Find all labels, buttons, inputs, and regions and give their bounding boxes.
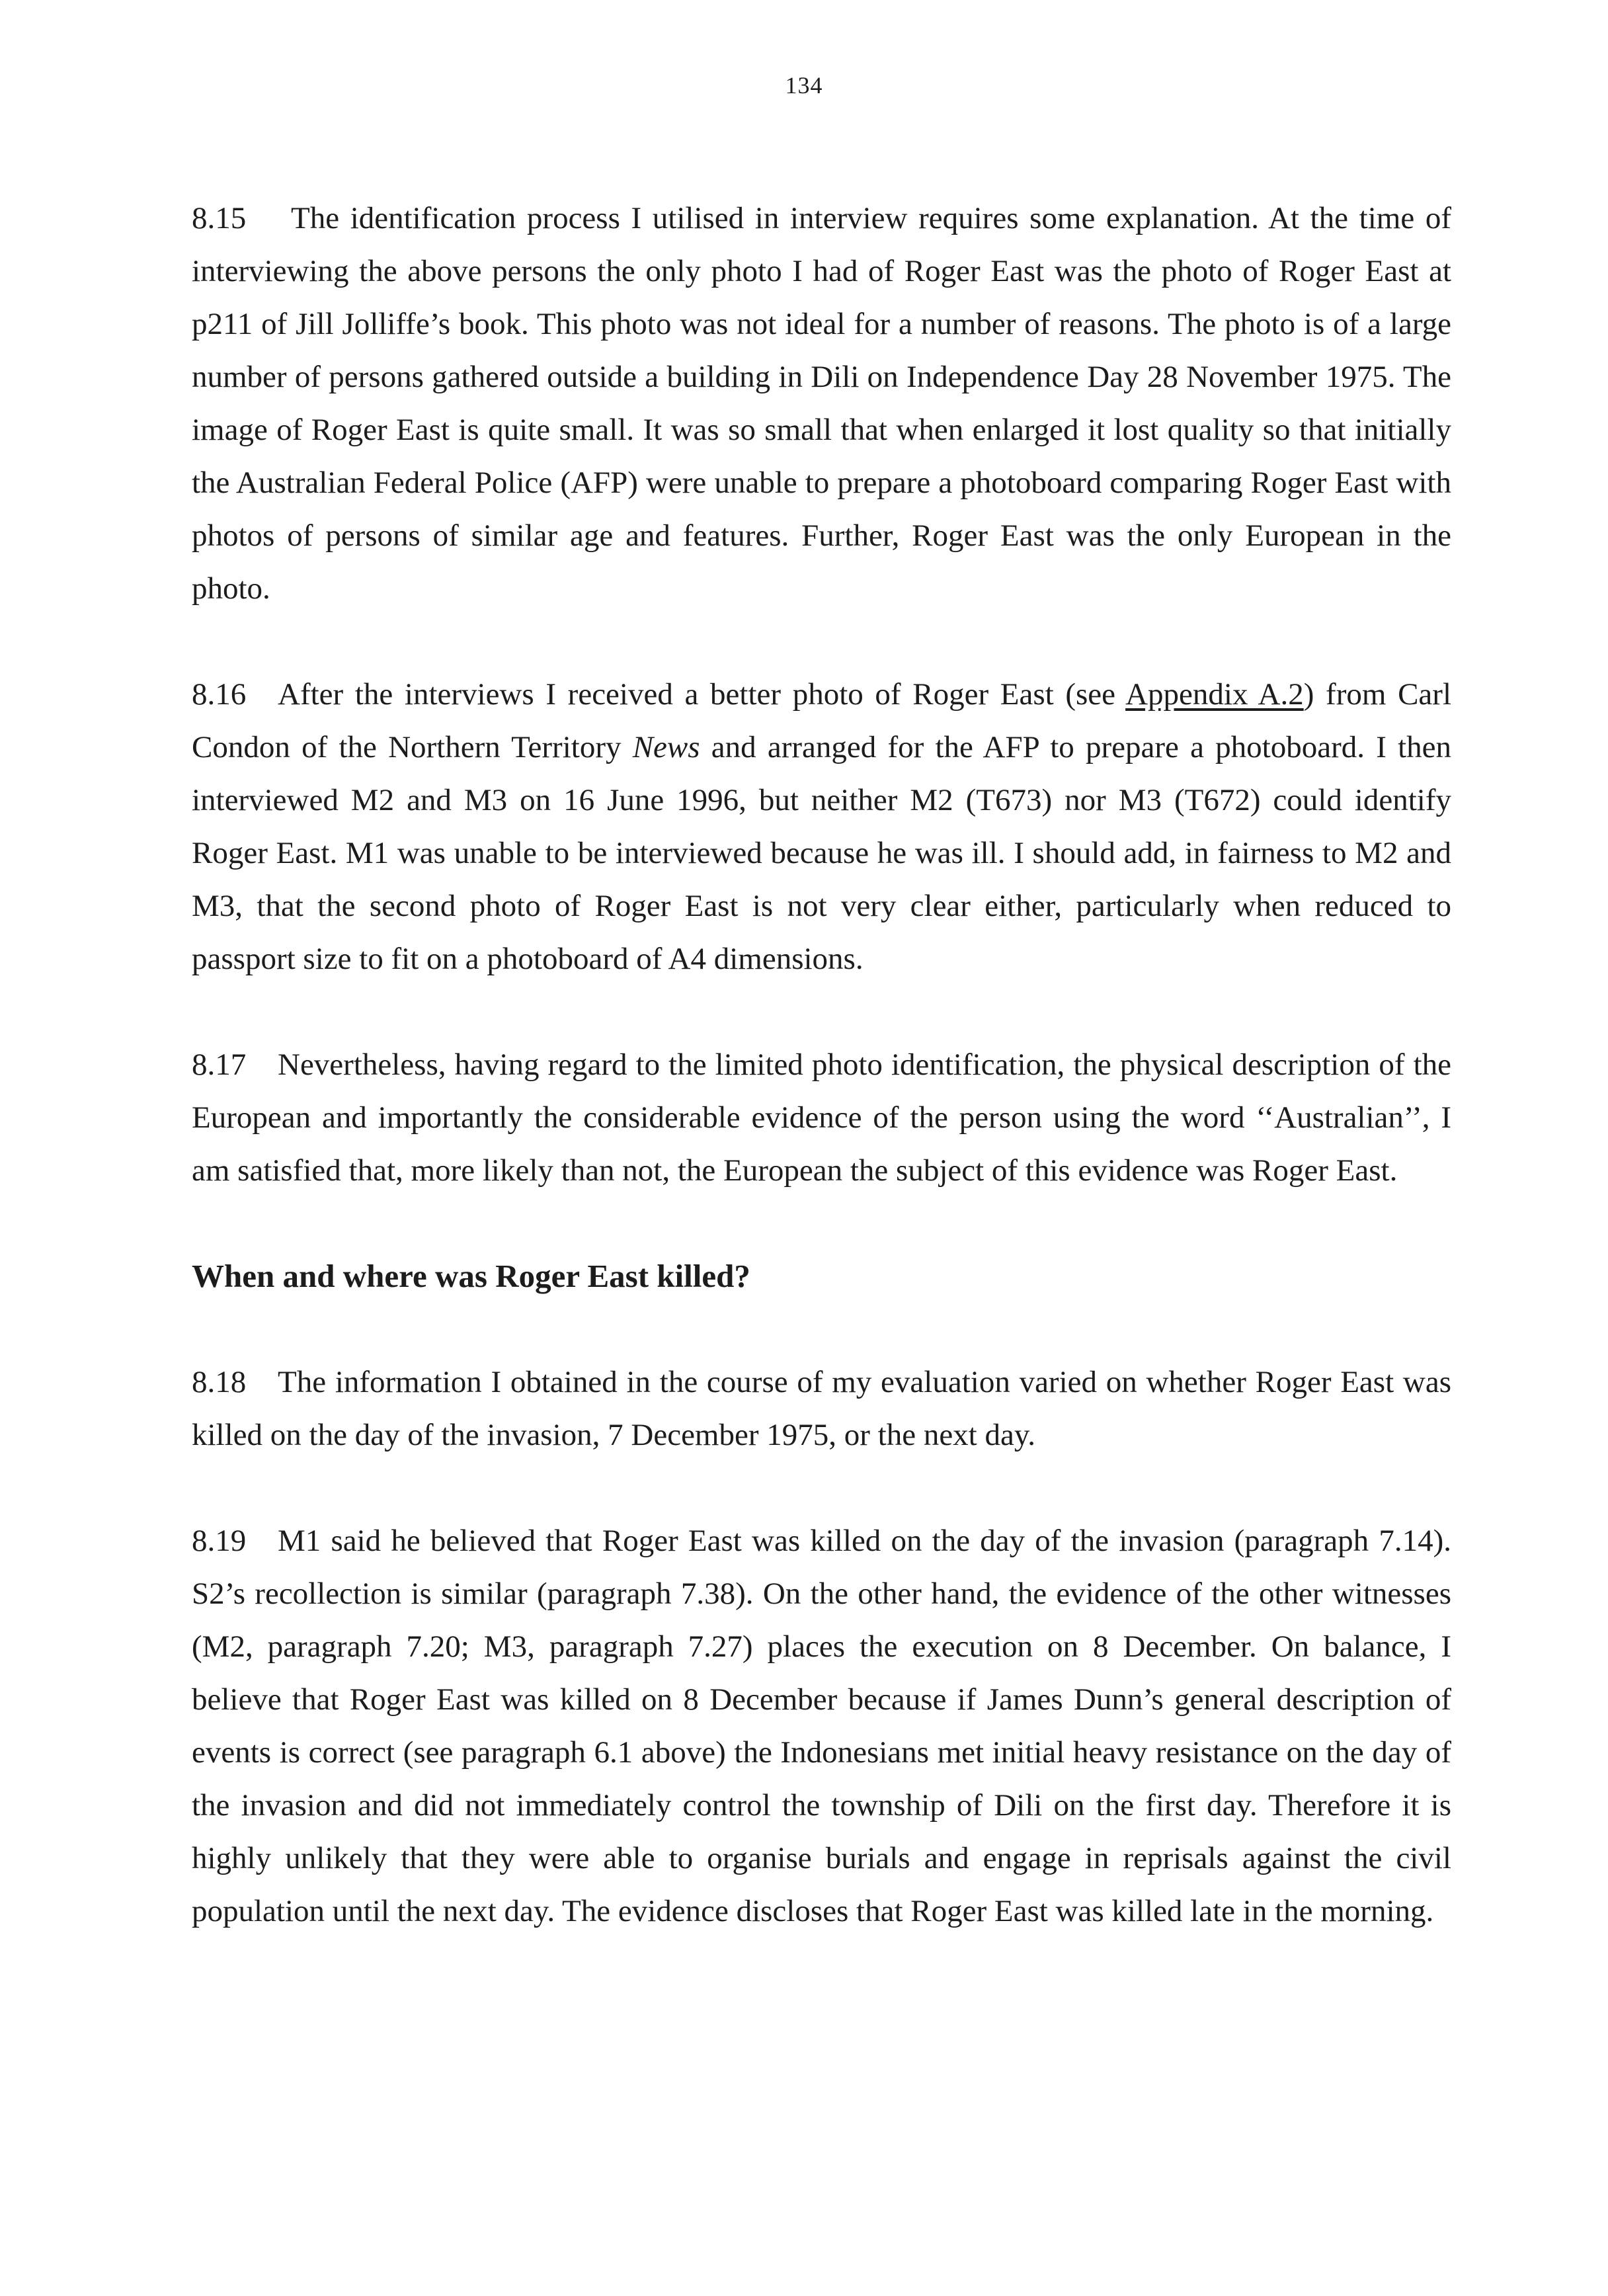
- paragraph-8-15: [192, 192, 1451, 615]
- paragraph-text: Nevertheless, having regard to the limited photo identification, the physical description of the European and importantly the considerable evidence of the person using the word ‘‘Australian’’, I am satisfied that, more likely than not, the European the subject of this evidence was Roger East.: [192, 1047, 1451, 1188]
- paragraph-8-19: [192, 1514, 1451, 1938]
- paragraph-8-18: [192, 1356, 1451, 1461]
- page-number: 134: [785, 72, 823, 99]
- paragraph-number: 8.19: [192, 1524, 247, 1558]
- paragraph-text: The information I obtained in the course of my evaluation varied on whether Roger East was killed on the day of the invasion, 7 December 1975, or the next day.: [192, 1365, 1451, 1452]
- document-body: [192, 192, 1451, 1990]
- paragraph-8-16: [192, 668, 1451, 985]
- paragraph-number: 8.17: [192, 1047, 247, 1082]
- paragraph-number: 8.18: [192, 1365, 247, 1399]
- paragraph-text: After the interviews I received a better photo of Roger East (see: [278, 677, 1126, 712]
- section-heading: When and where was Roger East killed?: [192, 1258, 750, 1294]
- appendix-link[interactable]: Appendix A.2: [1125, 677, 1304, 712]
- paragraph-text: The identification process I utilised in interview requires some explanation. At the time of interviewing the above persons the only photo I had of Roger East was the photo of Roger East at p211 of Jill Jolliffe’s book. This photo was not ideal for a number of reasons. The photo is of a large number of persons gathered outside a building in Dili on Independence Day 28 November 1975. The image of Roger East is quite small. It was so small that when enlarged it lost quality so that initially the Australian Federal Police (AFP) were unable to prepare a photoboard comparing Roger East with photos of persons of similar age and features. Further, Roger East was the only European in the photo.: [192, 201, 1451, 606]
- paragraph-text: and arranged for the AFP to prepare a photoboard. I then interviewed M2 and M3 on 16 June 1996, but neither M2 (T673) nor M3 (T672) could identify Roger East. M1 was unable to be interviewed because he was ill. I should add, in fairness to M2 and M3, that the second photo of Roger East is not very clear either, particularly when reduced to passport size to fit on a photoboard of A4 dimensions.: [192, 730, 1451, 976]
- paragraph-8-17: [192, 1038, 1451, 1197]
- paragraph-text: M1 said he believed that Roger East was killed on the day of the invasion (paragraph 7.14). S2’s recollection is similar (paragraph 7.38). On the other hand, the evidence of the other witnesses (M2, paragraph 7.20; M3, paragraph 7.27) places the execution on 8 December. On balance, I believe that Roger East was killed on 8 December because if James Dunn’s general description of events is correct (see paragraph 6.1 above) the Indonesians met initial heavy resistance on the day of the invasion and did not immediately control the township of Dili on the first day. Therefore it is highly unlikely that they were able to organise burials and engage in reprisals against the civil population until the next day. The evidence discloses that Roger East was killed late in the morning.: [192, 1524, 1451, 1928]
- paragraph-number: 8.15: [192, 201, 247, 235]
- paragraph-number: 8.16: [192, 677, 247, 712]
- paragraph-text: ) from Carl Condon of the Northern Territory: [192, 677, 1452, 764]
- publication-name: News: [632, 730, 700, 764]
